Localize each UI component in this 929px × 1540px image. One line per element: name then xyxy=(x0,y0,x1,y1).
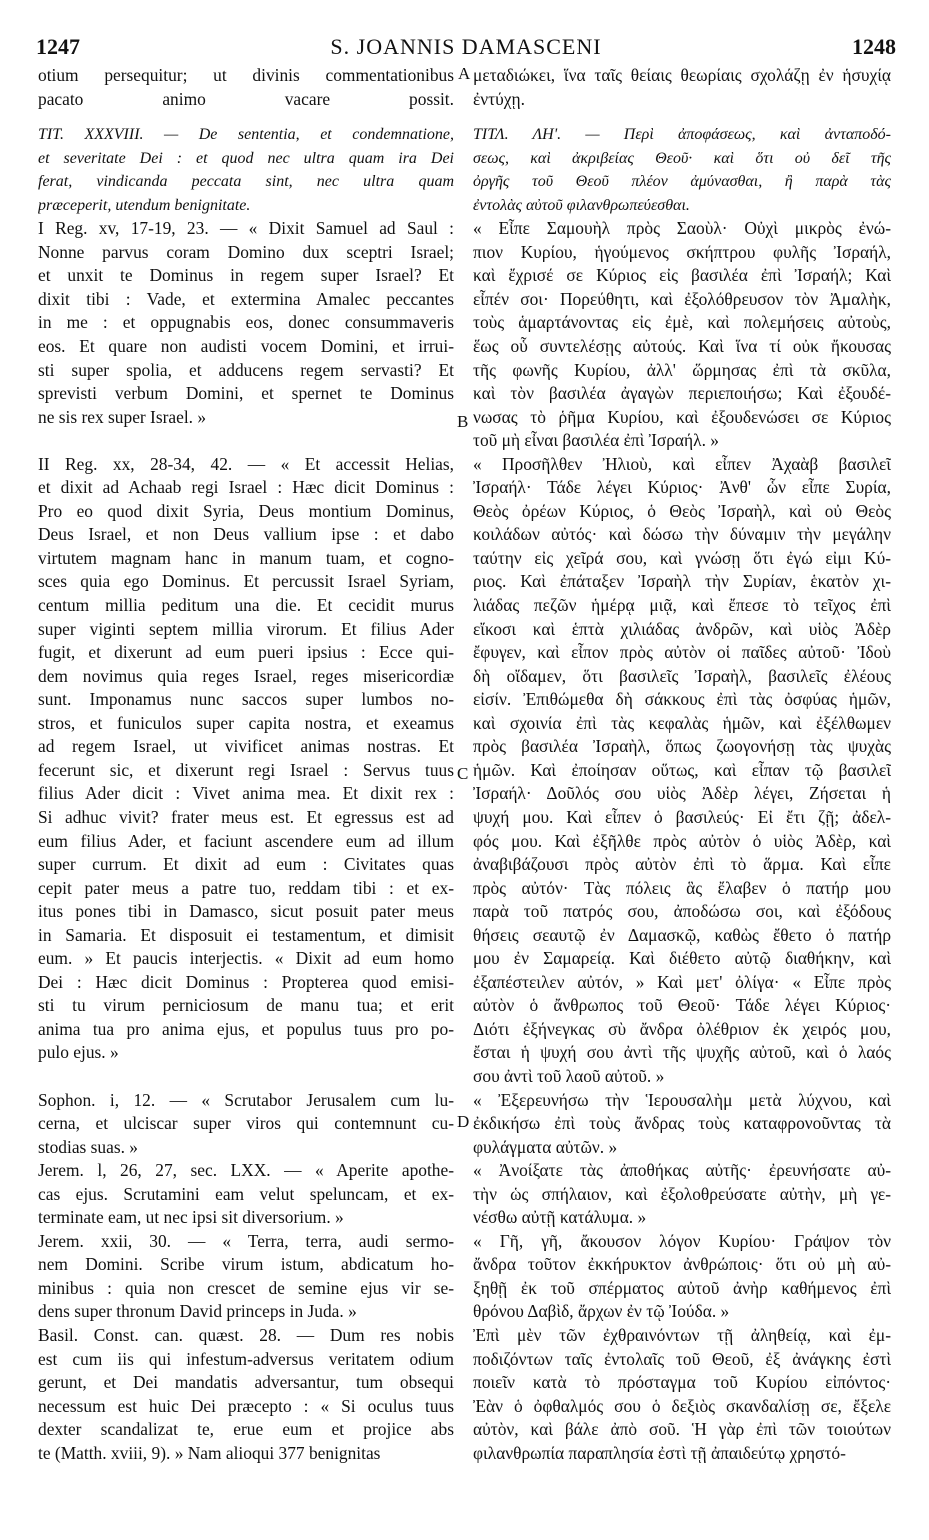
greek-line: καὶ τὸν βασιλέα ἀγαγὼν περιεποιήσω; Καὶ ἐξουδέ- xyxy=(473,383,891,404)
latin-line xyxy=(38,1065,454,1089)
latin-line: fugit, et dixerunt ad eum pueri ipsius : Ecce qui- xyxy=(38,642,454,663)
latin-line: dexter scandalizat te, erue eum et projice abs xyxy=(38,1419,454,1440)
greek-column xyxy=(473,64,891,1465)
latin-line: terminate eam, ut nec ipsi sit diversorium. » xyxy=(38,1207,344,1228)
latin-line: te (Matth. xviii, 9). » Nam alioqui 377 benignitas xyxy=(38,1442,381,1463)
latin-line: ferat, vindicanda peccata sint, nec ultra quam xyxy=(38,173,454,191)
latin-line: Dei : Hæc dicit Dominus : Propterea quod emisi- xyxy=(38,971,454,992)
latin-line: cerna, et ulciscar super viros qui contemnunt cu- xyxy=(38,1113,454,1134)
greek-line: σεως, καὶ ἀκριβείας Θεοῦ· καὶ ὅτι οὐ δεῖ τῆς xyxy=(473,149,891,167)
greek-line: νωσας τὸ ῥῆμα Κυρίου, καὶ ἐξουδενώσει σε Κύριος xyxy=(473,406,891,427)
greek-line: ποδιζόντων ταῖς ἐντολαῖς τοῦ Θεοῦ, ἐξ ἀνάγκης ἐστὶ xyxy=(473,1348,891,1369)
greek-line: ἔφυγεν, καὶ εἶπον πρὸς αὐτὸν οἱ παῖδες αὐτοῦ· Ἰδοὺ xyxy=(473,642,891,663)
greek-line: καὶ σχοινία ἐπὶ τὰς κεφαλὰς ἡμῶν, καὶ ἐξέλθωμεν xyxy=(473,712,891,733)
latin-line: dem novimus quia reges Israel, reges misericordiæ xyxy=(38,665,454,686)
greek-line: ἐντολὰς αὐτοῦ φιλανθρωπεύεσθαι. xyxy=(473,196,690,214)
greek-line: « Εἶπε Σαμουὴλ πρὸς Σαοὺλ· Οὐχὶ μικρὸς ἐνώ- xyxy=(473,218,891,239)
margin-letter-d: D xyxy=(457,1112,470,1131)
latin-line: I Reg. xv, 17-19, 23. — « Dixit Samuel ad Saul : xyxy=(38,218,454,239)
latin-line: nem Domini. Scribe virum istum, abdicatum ho- xyxy=(38,1254,454,1275)
latin-line: sces quia ego Dominus. Et percussit Israel Syriam, xyxy=(38,571,454,592)
page-number-left: 1247 xyxy=(36,34,80,59)
greek-line: πρὸς βασιλέα Ἰσραὴλ, ὅπως ζωογονήσῃ τὰς ψυχὰς xyxy=(473,736,891,757)
latin-line: eum filius Ader, et faciunt ascendere eum ad illum xyxy=(38,830,454,851)
latin-line: et severitate Dei : et quod nec ultra quam ira Dei xyxy=(38,149,454,167)
latin-line: in me : et oppugnabis eos, donec consummaveris xyxy=(38,312,454,333)
greek-line: ψυχή μου. Καὶ εἶπεν ὁ βασιλεύς· Εἰ ἔτι ζῇ; ἀδελ- xyxy=(473,806,891,827)
greek-line: λιάδας πεζῶν ἡμέρᾳ μιᾷ, καὶ ἔπεσε τὸ τεῖχος ἐπὶ xyxy=(473,595,891,616)
greek-line: μου ἐν Σαμαρείᾳ. Καὶ διέθετο αὐτῷ διαθήκην, καὶ xyxy=(473,948,891,969)
greek-line: ἐντύχῃ. xyxy=(473,88,525,109)
latin-line: super currum. Et dixit ad eum : Civitates quas xyxy=(38,854,454,875)
greek-line: ριος. Καὶ ἐπάταξεν Ἰσραὴλ τὴν Συρίαν, ἑκατὸν χι- xyxy=(473,571,891,592)
greek-line: ποιεῖν κατὰ τὸ πρόσταγμα τοῦ Κυρίου εἰπόντος· xyxy=(473,1372,891,1393)
latin-line: ad regem Israel, ut vivificet animas nostras. Et xyxy=(38,736,454,757)
greek-line: ξηθῇ ἐκ τοῦ σπέρματος αὐτοῦ ἀνὴρ καθήμενος ἐπὶ xyxy=(473,1277,891,1298)
greek-line: φιλανθρωπία παραπλησία ἐστὶ τῇ ἀπαιδεύτῳ χρηστό- xyxy=(473,1442,846,1463)
greek-line: αὐτὸν, καὶ βάλε ἀπὸ σοῦ. Ἡ γὰρ ἐπὶ τῶν τοιούτων xyxy=(473,1419,891,1440)
greek-line: σου ἀντὶ τοῦ λαοῦ αὐτοῦ. » xyxy=(473,1065,665,1086)
greek-line: δὴ οἴδαμεν, ὅτι βασιλεῖς Ἰσραὴλ, βασιλεῖς ἐλέους xyxy=(473,665,891,686)
latin-line: Pro eo quod dixit Syria, Deus montium Dominus, xyxy=(38,500,454,521)
greek-line: κοιλάδων αὐτός· καὶ δώσω τὴν δύναμιν τὴν μεγάλην xyxy=(473,524,891,545)
latin-line: Jerem. xxii, 30. — « Terra, terra, audi sermo- xyxy=(38,1230,454,1251)
greek-line: θρόνου Δαβὶδ, ἄρχων ἐν τῷ Ἰούδα. » xyxy=(473,1301,730,1322)
latin-line: filius Ader dicit : Vivet anima mea. Et dixit rex : xyxy=(38,783,454,804)
latin-line: dixit tibi : Vade, et extermina Amalec peccantes xyxy=(38,288,454,309)
greek-line: φυλάγματα αὐτῶν. » xyxy=(473,1136,618,1157)
greek-line: ἀναβιβάζουσι πρὸς αὐτὸν ἐπὶ τὸ ἅρμα. Καὶ εἶπε xyxy=(473,854,891,875)
greek-line: τῆς φωνῆς Κυρίου, ἀλλ' ὥρμησας ἐπὶ τὰ σκῦλα, xyxy=(473,359,891,380)
latin-line: itus pones tibi in Damasco, sicut posuit pater meus xyxy=(38,901,454,922)
greek-line: πιον Κυρίου, ἡγούμενος σκήπτρου φυλῆς Ἰσραήλ, xyxy=(473,241,891,262)
latin-line: stros, et funiculos super capita nostra, et exeamus xyxy=(38,712,454,733)
greek-line: « Προσῆλθεν Ἠλιοὺ, καὶ εἶπεν Ἀχαὰβ βασιλεῖ xyxy=(473,453,891,474)
latin-line xyxy=(38,111,454,123)
greek-line: ἡμῶν. Καὶ ἐποίησαν οὕτως, καὶ εἶπαν τῷ βασιλεῖ xyxy=(473,759,891,780)
latin-line: TIT. XXXVIII. — De sententia, et condemnatione, xyxy=(38,126,454,144)
greek-line: Ἰσραήλ· Δοῦλός σου υἱὸς Ἀδὲρ λέγει, Ζήσεται ἡ xyxy=(473,783,891,804)
latin-line: sti tu virum perniciosum de manu tua; et erit xyxy=(38,995,454,1016)
latin-line: eum. » Et paucis interjectis. « Dixit ad eum homo xyxy=(38,948,454,969)
greek-line: ταύτην εἰς χεῖρά σου, καὶ γνώσῃ ὅτι ἐγώ εἰμι Κύ- xyxy=(473,547,891,568)
greek-line: αὐτὸν ὁ ἄνθρωπος τοῦ Θεοῦ· Τάδε λέγει Κύριος· xyxy=(473,995,891,1016)
latin-line: necessum est huic Dei præcepto : « Si oculus tuus xyxy=(38,1395,454,1416)
greek-line: Ἐπὶ μὲν τῶν ἐχθραινόντων τῇ ἀληθείᾳ, καὶ ἐμ- xyxy=(473,1324,891,1345)
greek-line: « Γῆ, γῆ, ἄκουσον λόγον Κυρίου· Γράψον τὸν xyxy=(473,1230,891,1251)
latin-line: eos. Et quare non audisti vocem Domini, et irrui- xyxy=(38,336,454,357)
latin-line: Basil. Const. can. quæst. 28. — Dum res nobis xyxy=(38,1324,454,1345)
greek-line: τοῦ μὴ εἶναι βασιλέα ἐπὶ Ἰσραήλ. » xyxy=(473,430,719,451)
greek-line: τὴν ὡς σπήλαιον, καὶ ἐξολοθρεύσατε αὐτὴν, μὴ γε- xyxy=(473,1183,891,1204)
greek-line: παρὰ τοῦ πατρός σου, ἀποδώσω σοι, καὶ ἐξόδους xyxy=(473,901,891,922)
page-header xyxy=(36,34,896,64)
greek-line xyxy=(473,111,891,123)
greek-line: εἰσίν. Ἐπιθώμεθα δὴ σάκκους ἐπὶ τὰς ὀσφύας ἡμῶν, xyxy=(473,689,891,710)
latin-line: Deus Israel, et non Deus vallium ipse : et dabo xyxy=(38,524,454,545)
latin-line: sti super spolia, et adducens regem servasti? Et xyxy=(38,359,454,380)
running-title: S. JOANNIS DAMASCENI xyxy=(330,34,602,59)
greek-line: « Ἀνοίξατε τὰς ἀποθήκας αὐτῆς· ἐρευνήσατε αὐ- xyxy=(473,1160,891,1181)
margin-letter-c: C xyxy=(457,764,469,783)
latin-line: Si adhuc vivit? frater meus est. Et egressus est ad xyxy=(38,806,454,827)
greek-line: ὀργῆς τοῦ Θεοῦ πλέον ἀμύνασθαι, ἢ παρὰ τὰς xyxy=(473,173,891,191)
latin-line: centum millia peditum una die. Et cecidit murus xyxy=(38,595,454,616)
greek-line: πρὸς αὐτόν· Τὰς πόλεις ἃς ἔλαβεν ὁ πατήρ μου xyxy=(473,877,891,898)
page-number-right: 1248 xyxy=(852,34,896,59)
latin-column xyxy=(38,64,454,1465)
greek-line: καὶ ἔχρισέ σε Κύριος εἰς βασιλέα ἐπὶ Ἰσραήλ; Καὶ xyxy=(473,265,891,286)
latin-line: fecerunt sic, et dixerunt regi Israel : Servus tuus xyxy=(38,759,454,780)
latin-line: minibus : quia non crescet de semine ejus vir se- xyxy=(38,1277,454,1298)
greek-line: Θεὸς ὀρέων Κύριος, ὁ Θεὸς Ἰσραὴλ, καὶ οὐ Θεὸς xyxy=(473,500,891,521)
greek-line: ΤΙΤΛ. ΛΗ'. — Περὶ ἀποφάσεως, καὶ ἀνταποδό- xyxy=(473,126,891,144)
latin-line: cas ejus. Scrutamini eam velut speluncam, et ex- xyxy=(38,1183,454,1204)
greek-line: Ἐὰν ὁ ὀφθαλμός σου ὁ δεξιὸς σκανδαλίσῃ σε, ἔξελε xyxy=(473,1395,891,1416)
greek-line: ἕως οὗ συντελέσῃς αὐτούς. Καὶ ἵνα τί οὐκ ἤκουσας xyxy=(473,336,891,357)
latin-line: II Reg. xx, 28-34, 42. — « Et accessit Helias, xyxy=(38,453,454,474)
greek-line: ἔσται ἡ ψυχή σου ἀντὶ τῆς ψυχῆς αὐτοῦ, καὶ ὁ λαός xyxy=(473,1042,891,1063)
greek-line: νέσθω αὐτῇ κατάλυμα. » xyxy=(473,1207,647,1228)
margin-letter-a: A xyxy=(458,64,471,83)
latin-line: super viginti septem millia virorum. Et filius Ader xyxy=(38,618,454,639)
latin-line: sunt. Imponamus nunc saccos super lumbos no- xyxy=(38,689,454,710)
margin-letter-b: B xyxy=(457,412,469,431)
latin-line: præceperit, utendum benignitate. xyxy=(38,196,251,214)
latin-line: dens super thronum David princeps in Juda. » xyxy=(38,1301,357,1322)
latin-line: Sophon. i, 12. — « Scrutabor Jerusalem cum lu- xyxy=(38,1089,454,1110)
latin-line: ne sis rex super Israel. » xyxy=(38,406,207,427)
latin-line: otium persequitur; ut divinis commentationibus xyxy=(38,65,454,85)
greek-line: τοὺς ἁμαρτάνοντας εἰς ἐμὲ, καὶ πολεμήσεις αὐτοὺς, xyxy=(473,312,891,333)
latin-line: pulo ejus. » xyxy=(38,1042,119,1063)
greek-line: ἐξαπέστειλεν αὐτόν, » Καὶ μετ' ὀλίγα· « Εἶπε πρὸς xyxy=(473,971,891,992)
greek-line: μεταδιώκει, ἵνα ταῖς θείαις θεωρίαις σχολάζῃ ἐν ἡσυχίᾳ xyxy=(473,65,891,85)
greek-line: Διότι ἐξήνεγκας σὺ ἄνδρα ὀλέθριον ἐκ χειρός μου, xyxy=(473,1018,891,1039)
latin-line: cepit pater meus a patre tuo, reddam tibi : et ex- xyxy=(38,877,454,898)
latin-line: virtutem magnam hanc in manum tuam, et cogno- xyxy=(38,547,454,568)
greek-line: εἴκοσι καὶ ἑπτὰ χιλιάδας ἀνδρῶν, καὶ υἱὸς Ἀδὲρ xyxy=(473,618,891,639)
latin-line: et dixit ad Achaab regi Israel : Hæc dicit Dominus : xyxy=(38,477,454,498)
latin-line: anima tua pro anima ejus, et populus tuus pro po- xyxy=(38,1018,454,1039)
latin-line: stodias suas. » xyxy=(38,1136,138,1157)
latin-line: sprevisti verbum Domini, et spernet te Dominus xyxy=(38,383,454,404)
greek-line: ἄνδρα τοῦτον ἐκκήρυκτον ἀνθρώποις· ὅτι οὐ μὴ αὐ- xyxy=(473,1254,891,1275)
latin-line: gerunt, et Dei mandatis adversantur, tum obsequi xyxy=(38,1372,454,1393)
greek-line: Ἰσραήλ· Τάδε λέγει Κύριος· Ἀνθ' ὧν εἶπε Συρία, xyxy=(473,477,891,498)
latin-line: et unxit te Dominus in regem super Israel? Et xyxy=(38,265,454,286)
greek-line: ἐκδικήσω ἐπὶ τοὺς ἄνδρας τοὺς καταφρονοῦντας τὰ xyxy=(473,1113,891,1134)
latin-line: Jerem. l, 26, 27, sec. LXX. — « Aperite apothe- xyxy=(38,1160,454,1181)
greek-line: θήσεις σεαυτῷ ἐν Δαμασκῷ, καθὼς ἔθετο ὁ πατήρ xyxy=(473,924,891,945)
latin-line: est cum iis qui infestum-adversus veritatem odium xyxy=(38,1348,454,1369)
greek-line: « Ἐξερευνήσω τὴν Ἱερουσαλὴμ μετὰ λύχνου, καὶ xyxy=(473,1089,891,1110)
latin-line xyxy=(38,429,454,453)
greek-line: φός μου. Καὶ ἐξῆλθε πρὸς αὐτὸν ὁ υἱὸς Ἀδὲρ, καὶ xyxy=(473,830,891,851)
greek-line: εἶπέν σοι· Πορεύθητι, καὶ ἐξολόθρευσον τὸν Ἀμαλὴκ, xyxy=(473,288,891,309)
latin-line: in Samaria. Et disposuit ei testamentum, et dimisit xyxy=(38,924,454,945)
latin-line: Nonne parvus coram Domino dux sceptri Israel; xyxy=(38,241,454,262)
latin-line: pacato animo vacare possit. xyxy=(38,88,454,109)
